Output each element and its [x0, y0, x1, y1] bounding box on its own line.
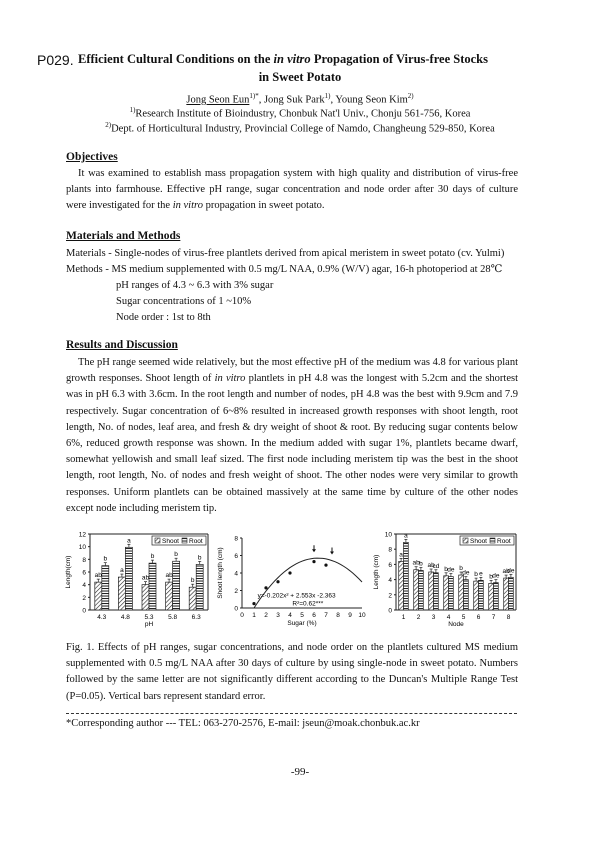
- data-point: [252, 602, 255, 605]
- y-tick-label: 0: [234, 605, 238, 613]
- title-line-2: in Sweet Potato: [258, 70, 342, 84]
- regression-equation: y=-0.202x² + 2.553x -2.363: [257, 592, 336, 600]
- data-point: [312, 560, 315, 563]
- x-tick-label: 5: [300, 612, 304, 619]
- y-tick-label: 0: [82, 607, 86, 615]
- x-tick-label: 4.3: [97, 614, 107, 621]
- title-line-1: Efficient Cultural Conditions on the in vitro Propagation of Virus-free Stocks: [78, 52, 488, 66]
- footnote-divider: [66, 713, 517, 714]
- x-tick-label: 1: [401, 614, 406, 621]
- materials-line: Materials - Single-nodes of virus-free plantlets derived from apical meristem in sweet potato (cv. Yulmi): [66, 248, 505, 259]
- legend-label-shoot: Shoot: [162, 538, 179, 545]
- significance-label: de: [492, 572, 500, 580]
- y-tick-label: 8: [234, 535, 238, 543]
- bar-shoot: [95, 582, 102, 610]
- x-axis-title: Node: [448, 621, 464, 628]
- affiliation-1: $^{1)}$Research Institute of Bioindustry, Chonbuk Nat'l Univ., Chonju 561-756, Korea: [129, 106, 471, 120]
- x-tick-label: 7: [491, 614, 496, 621]
- methods-heading: Materials and Methods: [66, 230, 181, 242]
- y-tick-label: 2: [234, 588, 238, 595]
- author-list: Jong Seon Eun$^{1)*}$, Jong Suk Park$^{1)}$, Young Seon Kim$^{2)}$: [186, 92, 414, 106]
- affiliation-2: $^{2)}$Dept. of Horticultural Industry, Provincial College of Namdo, Changheung 529-850, Korea: [105, 121, 495, 135]
- y-tick-label: 6: [388, 561, 392, 569]
- bar-shoot: [142, 585, 149, 610]
- sugar-chart: [212, 528, 380, 640]
- corresponding-author: *Corresponding author --- TEL: 063-270-2576, E-mail: jseun@moak.chonbuk.ac.kr: [66, 718, 420, 729]
- data-point: [324, 564, 327, 567]
- y-tick-label: 4: [234, 570, 238, 578]
- y-tick-label: 0: [388, 607, 392, 615]
- significance-label: b: [459, 565, 463, 573]
- y-tick-label: 2: [388, 592, 392, 600]
- abstract-code: P029.: [37, 52, 74, 68]
- y-tick-label: 12: [78, 531, 86, 539]
- y-tick-label: 8: [82, 556, 86, 564]
- y-tick-label: 10: [78, 544, 86, 552]
- x-tick-label: 6: [312, 612, 316, 619]
- x-tick-label: 6.3: [191, 614, 201, 621]
- bar-shoot: [166, 582, 173, 610]
- x-tick-label: 8: [336, 612, 340, 619]
- r-squared-label: R²=0.62***: [292, 600, 324, 608]
- ph-range-line: pH ranges of 4.3 ~ 6.3 with 3% sugar: [116, 280, 274, 291]
- bar-shoot: [459, 575, 464, 610]
- objectives-text: It was examined to establish mass propagation system with high quality and distribution of virus-free plants into farmhouse. Effective pH range, sugar concentration and node order after 30 days of culture were investigated for the in vitro propagation in sweet potato.: [66, 168, 518, 212]
- bar-shoot: [504, 578, 509, 610]
- x-tick-label: 2: [264, 612, 268, 619]
- bar-root: [449, 577, 454, 610]
- bar-root: [464, 580, 469, 610]
- peak-arrowhead: [312, 549, 316, 552]
- data-point: [276, 580, 279, 583]
- x-tick-label: 7: [324, 612, 328, 619]
- significance-label: e: [479, 570, 483, 578]
- peak-arrowhead: [330, 552, 334, 555]
- y-axis-title: Shoot length (cm): [217, 547, 224, 599]
- bar-root: [102, 566, 109, 610]
- significance-label: b: [190, 577, 195, 585]
- bar-root: [125, 547, 132, 610]
- significance-label: de: [462, 569, 470, 577]
- significance-label: b: [444, 565, 448, 573]
- bar-root: [509, 577, 514, 610]
- x-tick-label: 6: [476, 614, 481, 621]
- significance-label: ab: [141, 574, 150, 582]
- legend-label-root: Root: [497, 538, 511, 545]
- significance-label: b: [419, 560, 423, 568]
- ph-chart: [62, 528, 212, 640]
- sugar-line: Sugar concentrations of 1 ~10%: [116, 296, 252, 307]
- significance-label: cd: [432, 562, 440, 570]
- bar-root: [196, 564, 203, 610]
- bar-root: [404, 542, 409, 610]
- legend-label-root: Root: [189, 538, 203, 545]
- x-axis-title: Sugar (%): [287, 620, 317, 627]
- results-heading: Results and Discussion: [66, 339, 178, 351]
- bar-shoot: [414, 570, 419, 610]
- significance-label: b: [489, 573, 493, 581]
- bar-root: [434, 573, 439, 610]
- bar-root: [173, 561, 180, 610]
- page-number: -99-: [290, 766, 310, 778]
- bar-shoot: [429, 572, 434, 610]
- significance-label: a: [120, 567, 124, 575]
- x-tick-label: 4.8: [120, 614, 130, 621]
- x-tick-label: 5: [461, 614, 466, 621]
- significance-label: ab: [427, 562, 435, 569]
- bar-shoot: [399, 561, 404, 610]
- x-tick-label: 8: [506, 614, 511, 621]
- node-chart: [370, 528, 520, 640]
- y-axis-title: Length(cm): [65, 555, 72, 589]
- y-tick-label: 4: [82, 582, 86, 590]
- significance-label: de: [447, 566, 455, 574]
- legend-swatch-shoot: [463, 538, 468, 543]
- significance-label: ab: [502, 568, 510, 576]
- x-tick-label: 3: [276, 612, 280, 619]
- y-axis-title: Length (cm): [373, 554, 380, 590]
- bar-root: [479, 580, 484, 610]
- significance-label: ab: [165, 572, 173, 580]
- bar-root: [419, 570, 424, 610]
- x-tick-label: 4: [288, 612, 292, 619]
- data-point: [288, 571, 291, 574]
- legend-label-shoot: Shoot: [470, 538, 487, 545]
- significance-label: b: [103, 555, 108, 563]
- x-tick-label: 10: [358, 612, 366, 619]
- x-tick-label: 9: [348, 612, 352, 619]
- bar-shoot: [189, 587, 196, 610]
- legend-swatch-root: [182, 538, 187, 543]
- significance-label: a: [127, 537, 131, 545]
- legend-swatch-shoot: [155, 538, 160, 543]
- methods-line: Methods - MS medium supplemented with 0.5 mg/L NAA, 0.9% (W/V) agar, 16-h photoperiod at 28℃: [66, 264, 503, 275]
- significance-label: a: [404, 532, 408, 540]
- bar-shoot: [489, 583, 494, 610]
- significance-label: b: [474, 571, 478, 579]
- significance-label: ab: [94, 572, 102, 580]
- x-axis-title: pH: [144, 621, 154, 628]
- bar-shoot: [444, 576, 449, 610]
- figure-caption: Fig. 1. Effects of pH ranges, sugar concentrations, and node order on the plantlets cultured MS medium supplemented with 0.5 mg/L NAA after 30 days of culture by using single-node in sweet potato. Numbers followed by the same letter are not significantly different according to the Duncan's Multiple Range Test (P=0.05). Vertical bars represent standard error.: [66, 642, 518, 702]
- y-tick-label: 6: [82, 569, 86, 577]
- significance-label: de: [507, 567, 515, 575]
- y-tick-label: 6: [234, 553, 238, 560]
- data-point: [264, 586, 267, 589]
- significance-label: b: [174, 551, 178, 559]
- significance-label: b: [197, 554, 202, 562]
- x-tick-label: 2: [416, 614, 421, 621]
- y-tick-label: 10: [384, 531, 392, 539]
- bar-root: [149, 563, 156, 610]
- objectives-heading: Objectives: [66, 151, 118, 163]
- bar-root: [494, 583, 499, 610]
- x-tick-label: 0: [240, 612, 244, 619]
- bar-shoot: [118, 577, 125, 610]
- x-tick-label: 3: [431, 614, 436, 621]
- x-tick-label: 1: [252, 612, 256, 619]
- results-text: The pH range seemed wide relatively, but the most effective pH of the medium was 4.8 for various plant growth responses. Shoot length of in vitro plantlets in pH 4.8 was the longest with 5.2cm and the shortest was in pH 6.3 with 3.6cm. In the root length and number of nodes, pH 4.8 was the best with 9.9cm and 7.9 respectively. Sugar concentration of 6~8% resulted in increased growth responses with shoot length, root length, No. of nodes, leaf area, and fresh & dry weight of shoot & root. By reducing sugar contents below 6%, reduced growth response was shown. In the medium added with sugar 1%, plantlets became dwarf, somewhat yellowish and small leaf sized. The first node including meristem tip was the best in the shoot length, root length, No. of nodes and fresh weight of shoot. The other nodes were very similar to growth responses. Uniform plantlets can be obtained massively at the same time by culture of the other nodes except node including meristem tip.: [66, 357, 518, 514]
- legend-swatch-root: [490, 538, 495, 543]
- y-tick-label: 2: [82, 594, 86, 602]
- significance-label: ab: [412, 559, 420, 567]
- y-tick-label: 8: [388, 546, 392, 554]
- author-1: Jong Seon Eun: [186, 94, 250, 106]
- x-tick-label: 4: [446, 614, 451, 621]
- significance-label: b: [150, 553, 155, 561]
- y-tick-label: 4: [388, 577, 392, 585]
- bar-shoot: [474, 581, 479, 610]
- node-order-line: Node order : 1st to 8th: [116, 312, 211, 323]
- significance-label: a: [399, 551, 403, 559]
- x-tick-label: 5.8: [168, 614, 178, 621]
- x-tick-label: 5.3: [144, 614, 154, 621]
